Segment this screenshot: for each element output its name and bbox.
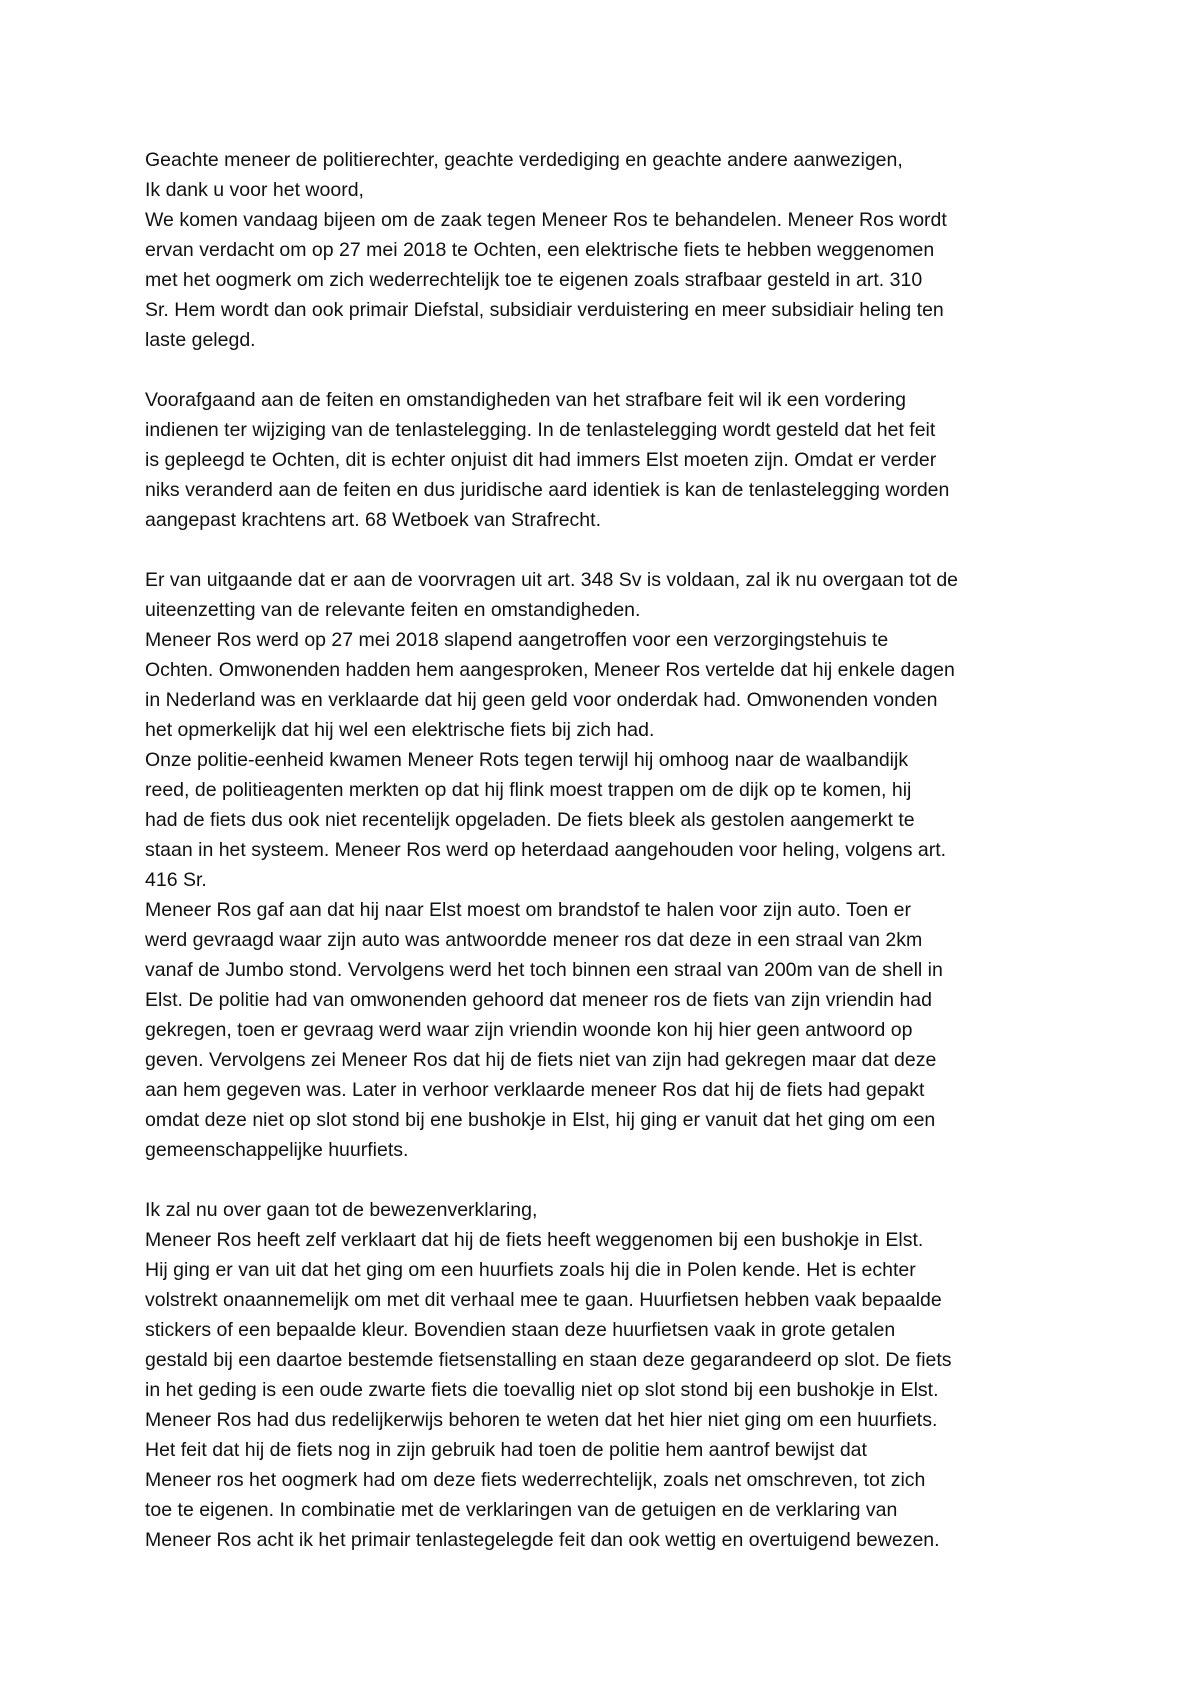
text-line: volstrekt onaannemelijk om met dit verhaal mee te gaan. Huurfietsen hebben vaak bepaalde — [145, 1289, 942, 1311]
text-line: Ik zal nu over gaan tot de bewezenverklaring, — [145, 1199, 538, 1221]
text-line: niks veranderd aan de feiten en dus juridische aard identiek is kan de tenlastelegging worden — [145, 479, 950, 501]
text-line: Elst. De politie had van omwonenden gehoord dat meneer ros de fiets van zijn vriendin had — [145, 989, 932, 1011]
text-line: is gepleegd te Ochten, dit is echter onjuist dit had immers Elst moeten zijn. Omdat er verder — [145, 449, 937, 471]
text-line: het opmerkelijk dat hij wel een elektrische fiets bij zich had. — [145, 719, 655, 741]
text-line: Meneer Ros heeft zelf verklaart dat hij de fiets heeft weggenomen bij een bushokje in Elst. — [145, 1229, 924, 1251]
text-line: geven. Vervolgens zei Meneer Ros dat hij de fiets niet van zijn had gekregen maar dat deze — [145, 1049, 937, 1071]
text-line: Ik dank u voor het woord, — [145, 179, 364, 201]
document-body — [145, 145, 1075, 1555]
text-line: Meneer Ros had dus redelijkerwijs behoren te weten dat het hier niet ging om een huurfiets. — [145, 1409, 938, 1431]
paragraph-spacer — [145, 355, 1075, 385]
text-line: in het geding is een oude zwarte fiets die toevallig niet op slot stond bij een bushokje in Elst. — [145, 1379, 939, 1401]
text-line: Het feit dat hij de fiets nog in zijn gebruik had toen de politie hem aantrof bewijst dat — [145, 1439, 867, 1461]
text-line: Sr. Hem wordt dan ook primair Diefstal, subsidiair verduistering en meer subsidiair heling ten — [145, 299, 944, 321]
text-line: had de fiets dus ook niet recentelijk opgeladen. De fiets bleek als gestolen aangemerkt te — [145, 809, 915, 831]
text-line: aangepast krachtens art. 68 Wetboek van Strafrecht. — [145, 509, 601, 531]
text-line: aan hem gegeven was. Later in verhoor verklaarde meneer Ros dat hij de fiets had gepakt — [145, 1079, 925, 1101]
text-line: vanaf de Jumbo stond. Vervolgens werd het toch binnen een straal van 200m van de shell in — [145, 959, 943, 981]
paragraph — [145, 565, 1075, 1165]
text-line: Er van uitgaande dat er aan de voorvragen uit art. 348 Sv is voldaan, zal ik nu overgaan tot de — [145, 569, 959, 591]
text-line: Meneer Ros gaf aan dat hij naar Elst moest om brandstof te halen voor zijn auto. Toen er — [145, 899, 911, 921]
text-line: staan in het systeem. Meneer Ros werd op heterdaad aangehouden voor heling, volgens art. — [145, 839, 947, 861]
paragraph-spacer — [145, 535, 1075, 565]
text-line: ervan verdacht om op 27 mei 2018 te Ochten, een elektrische fiets te hebben weggenomen — [145, 239, 935, 261]
paragraph — [145, 385, 1075, 535]
text-line: stickers of een bepaalde kleur. Bovendien staan deze huurfietsen vaak in grote getalen — [145, 1319, 896, 1341]
text-line: toe te eigenen. In combinatie met de verklaringen van de getuigen en de verklaring van — [145, 1499, 898, 1521]
text-line: 416 Sr. — [145, 869, 207, 891]
text-line: Meneer Ros werd op 27 mei 2018 slapend aangetroffen voor een verzorgingstehuis te — [145, 629, 889, 651]
paragraph — [145, 1195, 1075, 1555]
text-line: gekregen, toen er gevraag werd waar zijn vriendin woonde kon hij hier geen antwoord op — [145, 1019, 913, 1041]
text-line: in Nederland was en verklaarde dat hij geen geld voor onderdak had. Omwonenden vonden — [145, 689, 938, 711]
text-line: uiteenzetting van de relevante feiten en omstandigheden. — [145, 599, 641, 621]
text-line: werd gevraagd waar zijn auto was antwoordde meneer ros dat deze in een straal van 2km — [145, 929, 923, 951]
text-line: gestald bij een daartoe bestemde fietsenstalling en staan deze gegarandeerd op slot. De fiets — [145, 1349, 952, 1371]
text-line: reed, de politieagenten merkten op dat hij flink moest trappen om de dijk op te komen, hij — [145, 779, 912, 801]
text-line: met het oogmerk om zich wederrechtelijk toe te eigenen zoals strafbaar gesteld in art. 310 — [145, 269, 923, 291]
text-line: We komen vandaag bijeen om de zaak tegen Meneer Ros te behandelen. Meneer Ros wordt — [145, 209, 947, 231]
text-line: omdat deze niet op slot stond bij ene bushokje in Elst, hij ging er vanuit dat het ging om een — [145, 1109, 936, 1131]
paragraph-spacer — [145, 1165, 1075, 1195]
paragraph — [145, 145, 1075, 355]
text-line: Hij ging er van uit dat het ging om een huurfiets zoals hij die in Polen kende. Het is echter — [145, 1259, 916, 1281]
text-line: Meneer ros het oogmerk had om deze fiets wederrechtelijk, zoals net omschreven, tot zich — [145, 1469, 926, 1491]
text-line: Voorafgaand aan de feiten en omstandigheden van het strafbare feit wil ik een vordering — [145, 389, 907, 411]
text-line: Meneer Ros acht ik het primair tenlastegelegde feit dan ook wettig en overtuigend bewezen. — [145, 1529, 940, 1551]
text-line: laste gelegd. — [145, 329, 256, 351]
text-line: gemeenschappelijke huurfiets. — [145, 1139, 409, 1161]
text-line: Onze politie-eenheid kwamen Meneer Rots tegen terwijl hij omhoog naar de waalbandijk — [145, 749, 909, 771]
text-line: Ochten. Omwonenden hadden hem aangesproken, Meneer Ros vertelde dat hij enkele dagen — [145, 659, 955, 681]
text-line: indienen ter wijziging van de tenlastelegging. In de tenlastelegging wordt gesteld dat het feit — [145, 419, 936, 441]
text-line: Geachte meneer de politierechter, geachte verdediging en geachte andere aanwezigen, — [145, 149, 903, 171]
